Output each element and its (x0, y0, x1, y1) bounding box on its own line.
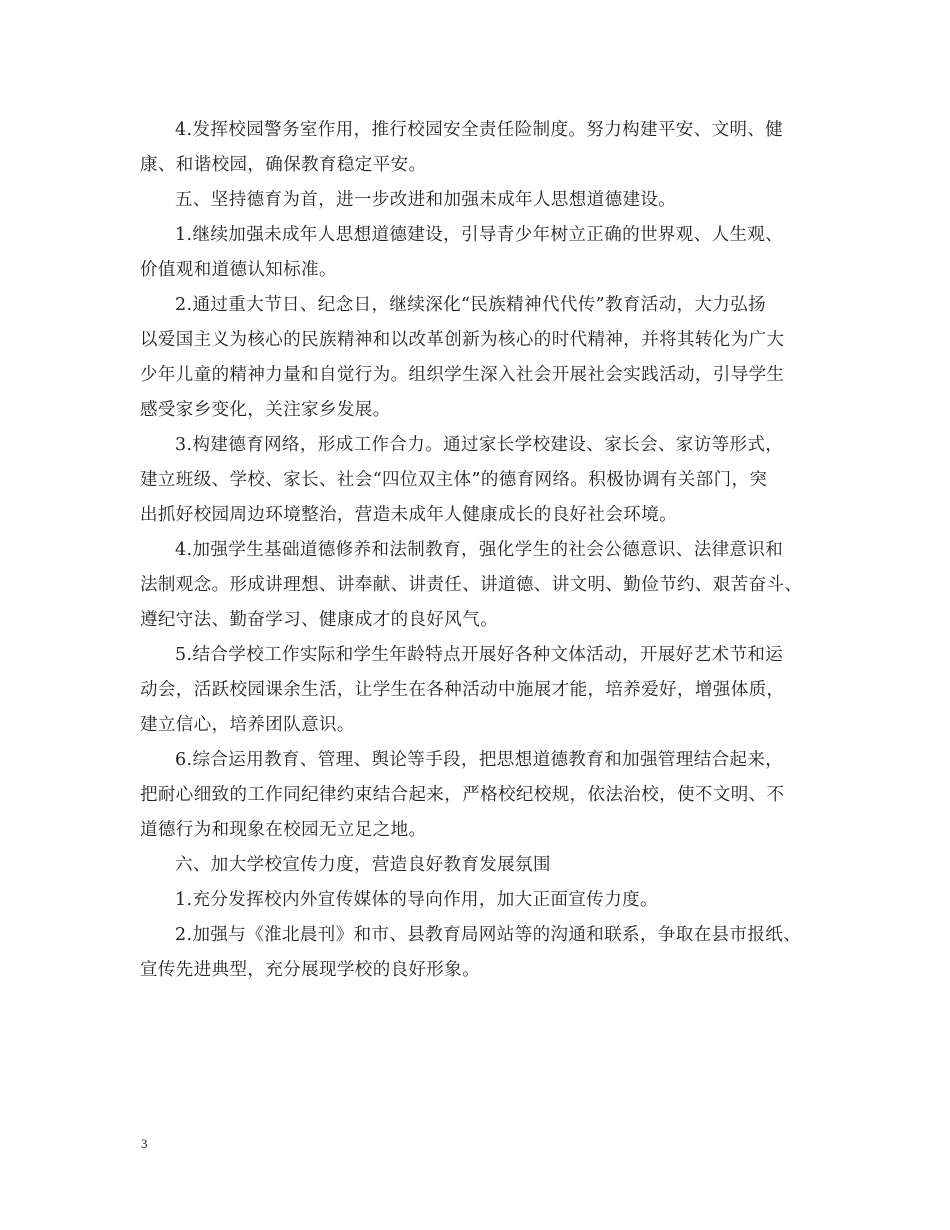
item-5-4-line-2: 法制观念。形成讲理想、讲奉献、讲责任、讲道德、讲文明、勤俭节约、艰苦奋斗、 (140, 575, 803, 595)
item-5-6-line-1: 6.综合运用教育、管理、舆论等手段，把思想道德教育和加强管理结合起来， (175, 750, 784, 770)
item-5-4-line-3: 遵纪守法、勤奋学习、健康成才的良好风气。 (140, 610, 498, 630)
item-5-2-line-2: 以爱国主义为核心的民族精神和以改革创新为核心的时代精神，并将其转化为广大 (140, 330, 785, 350)
paragraph-4-campus-police-line-1: 4.发挥校园警务室作用，推行校园安全责任险制度。努力构建平安、文明、健 (175, 120, 784, 140)
item-5-6-line-3: 道德行为和现象在校园无立足之地。 (140, 820, 427, 840)
item-5-1-line-1: 1.继续加强未成年人思想道德建设，引导青少年树立正确的世界观、人生观、 (175, 225, 784, 245)
item-5-3-line-3: 出抓好校园周边环境整治，营造未成年人健康成长的良好社会环境。 (140, 505, 677, 525)
item-5-2-line-3: 少年儿童的精神力量和自觉行为。组织学生深入社会开展社会实践活动，引导学生 (140, 365, 785, 385)
item-5-5-line-1: 5.结合学校工作实际和学生年龄特点开展好各种文体活动，开展好艺术节和运 (175, 645, 784, 665)
section-6-heading: 六、加大学校宣传力度，营造良好教育发展氛围 (175, 855, 551, 875)
item-5-1-line-2: 价值观和道德认知标准。 (140, 260, 337, 280)
item-6-2-line-1: 2.加强与《淮北晨刊》和市、县教育局网站等的沟通和联系，争取在县市报纸、 (175, 925, 802, 945)
item-5-3-line-2: 建立班级、学校、家长、社会“四位双主体”的德育网络。积极协调有关部门，突 (140, 470, 768, 490)
document-body (140, 113, 830, 988)
item-6-2-line-2: 宣传先进典型，充分展现学校的良好形象。 (140, 960, 481, 980)
paragraph-4-campus-police-line-2: 康、和谐校园，确保教育稳定平安。 (140, 155, 427, 175)
item-6-1-line-1: 1.充分发挥校内外宣传媒体的导向作用，加大正面宣传力度。 (175, 890, 658, 910)
item-5-2-line-4: 感受家乡变化，关注家乡发展。 (140, 400, 391, 420)
item-5-5-line-3: 建立信心，培养团队意识。 (140, 715, 355, 735)
item-5-3-line-1: 3.构建德育网络，形成工作合力。通过家长学校建设、家长会、家访等形式， (175, 435, 784, 455)
page-number: 3 (141, 1136, 148, 1151)
item-5-5-line-2: 动会，活跃校园课余生活，让学生在各种活动中施展才能，培养爱好，增强体质， (140, 680, 785, 700)
section-5-heading: 五、坚持德育为首，进一步改进和加强未成年人思想道德建设。 (175, 190, 677, 210)
item-5-6-line-2: 把耐心细致的工作同纪律约束结合起来，严格校纪校规，依法治校，使不文明、不 (140, 785, 785, 805)
item-5-2-line-1: 2.通过重大节日、纪念日，继续深化“民族精神代代传”教育活动，大力弘扬 (175, 295, 767, 315)
item-5-4-line-1: 4.加强学生基础道德修养和法制教育，强化学生的社会公德意识、法律意识和 (175, 540, 784, 560)
